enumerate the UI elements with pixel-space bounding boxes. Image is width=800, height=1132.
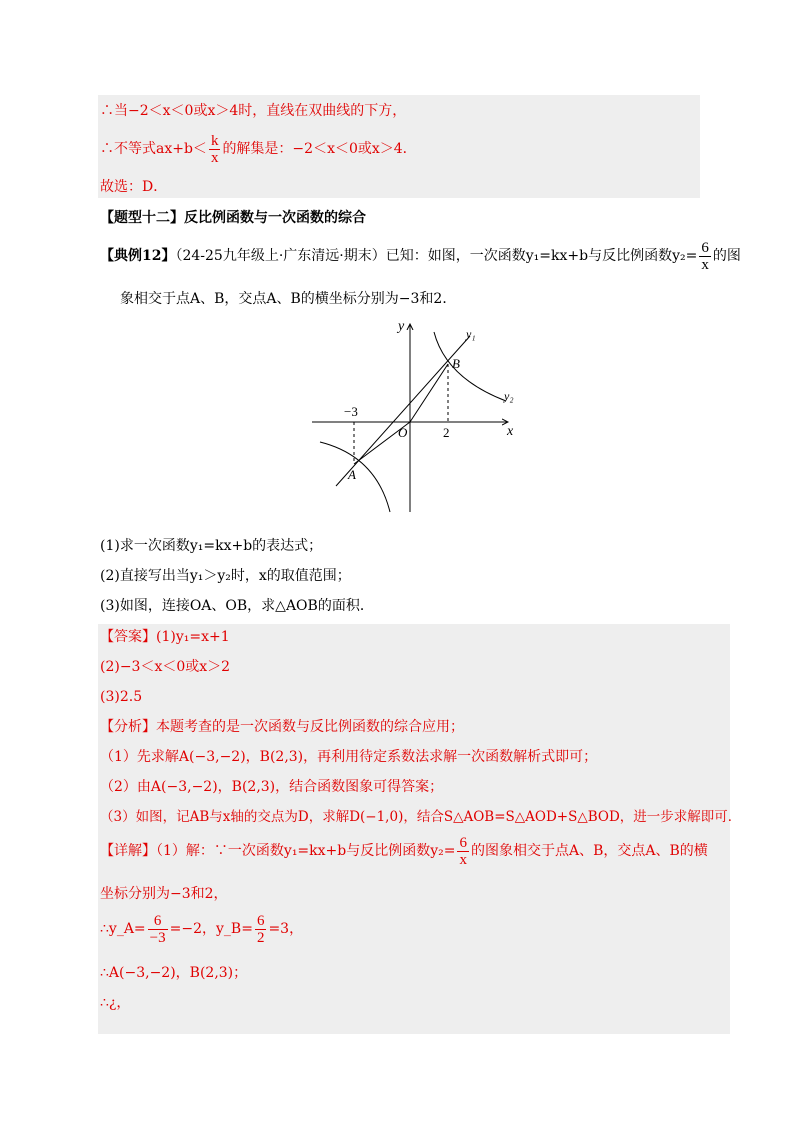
- x-axis-label: x: [507, 424, 514, 439]
- question-2: (2)直接写出当y₁＞y₂时，x的取值范围；: [100, 568, 351, 584]
- answer-1: 【答案】(1)y₁=x+1: [100, 629, 230, 645]
- point-a-label: A: [348, 467, 356, 482]
- detail-line-3: ∴y_A= $\frac{6}{-3}$ =−2，y_B= $\frac{6}{2}$ =3，: [100, 912, 304, 946]
- segment-ob: [410, 364, 448, 422]
- fraction-6-over-neg3: $\frac{6}{-3}$: [149, 912, 166, 946]
- curve-y2-label: y₂: [504, 389, 514, 403]
- question-1: (1)求一次函数y₁=kx+b的表达式；: [100, 538, 323, 554]
- example-tag: 【典例12】: [100, 248, 176, 264]
- line-y1-label: y₁: [466, 327, 476, 341]
- point-b-label: B: [452, 356, 460, 371]
- detail-line-5: ∴¿，: [100, 995, 131, 1011]
- origin-label: O: [398, 425, 408, 440]
- example-line-1: 【典例12】（24-25九年级上·广东清远·期末）已知：如图，一次函数y₁=kx+b与反比例函数y₂= $\frac{6}{x}$ 的图: [100, 239, 741, 273]
- fraction-6-over-2: $\frac{6}{2}$: [256, 912, 265, 946]
- analysis-1: 【分析】本题考查的是一次函数与反比例函数的综合应用；: [100, 719, 464, 735]
- fraction-k-over-x: $\frac{k}{x}$: [210, 132, 219, 166]
- answer-3: (3)2.5: [100, 689, 143, 705]
- fraction-6-over-x-detail: $\frac{6}{x}$: [459, 834, 467, 868]
- analysis-4: （3）如图，记AB与x轴的交点为D，求解D(−1,0)，结合S△AOB=S△AOD+S△BOD，进一步求解即可．: [100, 809, 742, 825]
- example-source: （24-25九年级上·广东清远·期末）: [175, 248, 386, 264]
- question-3: (3)如图，连接OA、OB，求△AOB的面积．: [100, 598, 374, 614]
- detail-line-1: 【详解】（1）解：∵一次函数y₁=kx+b与反比例函数y₂= $\frac{6}{x}$ 的图象相交于点A、B，交点A、B的横: [100, 834, 708, 868]
- hyperbola-branch-q1: [434, 332, 506, 401]
- example-line-2: 象相交于点A、B，交点A、B的横坐标分别为−3和2．: [120, 291, 457, 307]
- tick-neg3: −3: [344, 404, 358, 419]
- answer-2: (2)−3＜x＜0或x＞2: [100, 659, 231, 675]
- function-graph: [310, 318, 520, 514]
- detail-line-4: ∴A(−3,−2)，B(2,3)；: [100, 965, 248, 981]
- solution-line-3: 故选：D．: [100, 179, 168, 195]
- solution-line-1: ∴当−2＜x＜0或x＞4时，直线在双曲线的下方，: [100, 103, 407, 119]
- detail-line-2: 坐标分别为−3和2，: [100, 886, 228, 902]
- tick-2: 2: [443, 425, 450, 440]
- fraction-6-over-x: $\frac{6}{x}$: [701, 239, 709, 273]
- analysis-3: （2）由A(−3,−2)，B(2,3)，结合函数图象可得答案；: [100, 779, 444, 795]
- analysis-2: （1）先求解A(−3,−2)，B(2,3)，再利用待定系数法求解一次函数解析式即可；: [100, 749, 598, 765]
- solution-line-2: ∴不等式ax+b＜ $\frac{k}{x}$ 的解集是：−2＜x＜0或x＞4．: [100, 132, 417, 166]
- section-title: 【题型十二】反比例函数与一次函数的综合: [100, 210, 366, 226]
- y-axis-label: y: [398, 319, 405, 334]
